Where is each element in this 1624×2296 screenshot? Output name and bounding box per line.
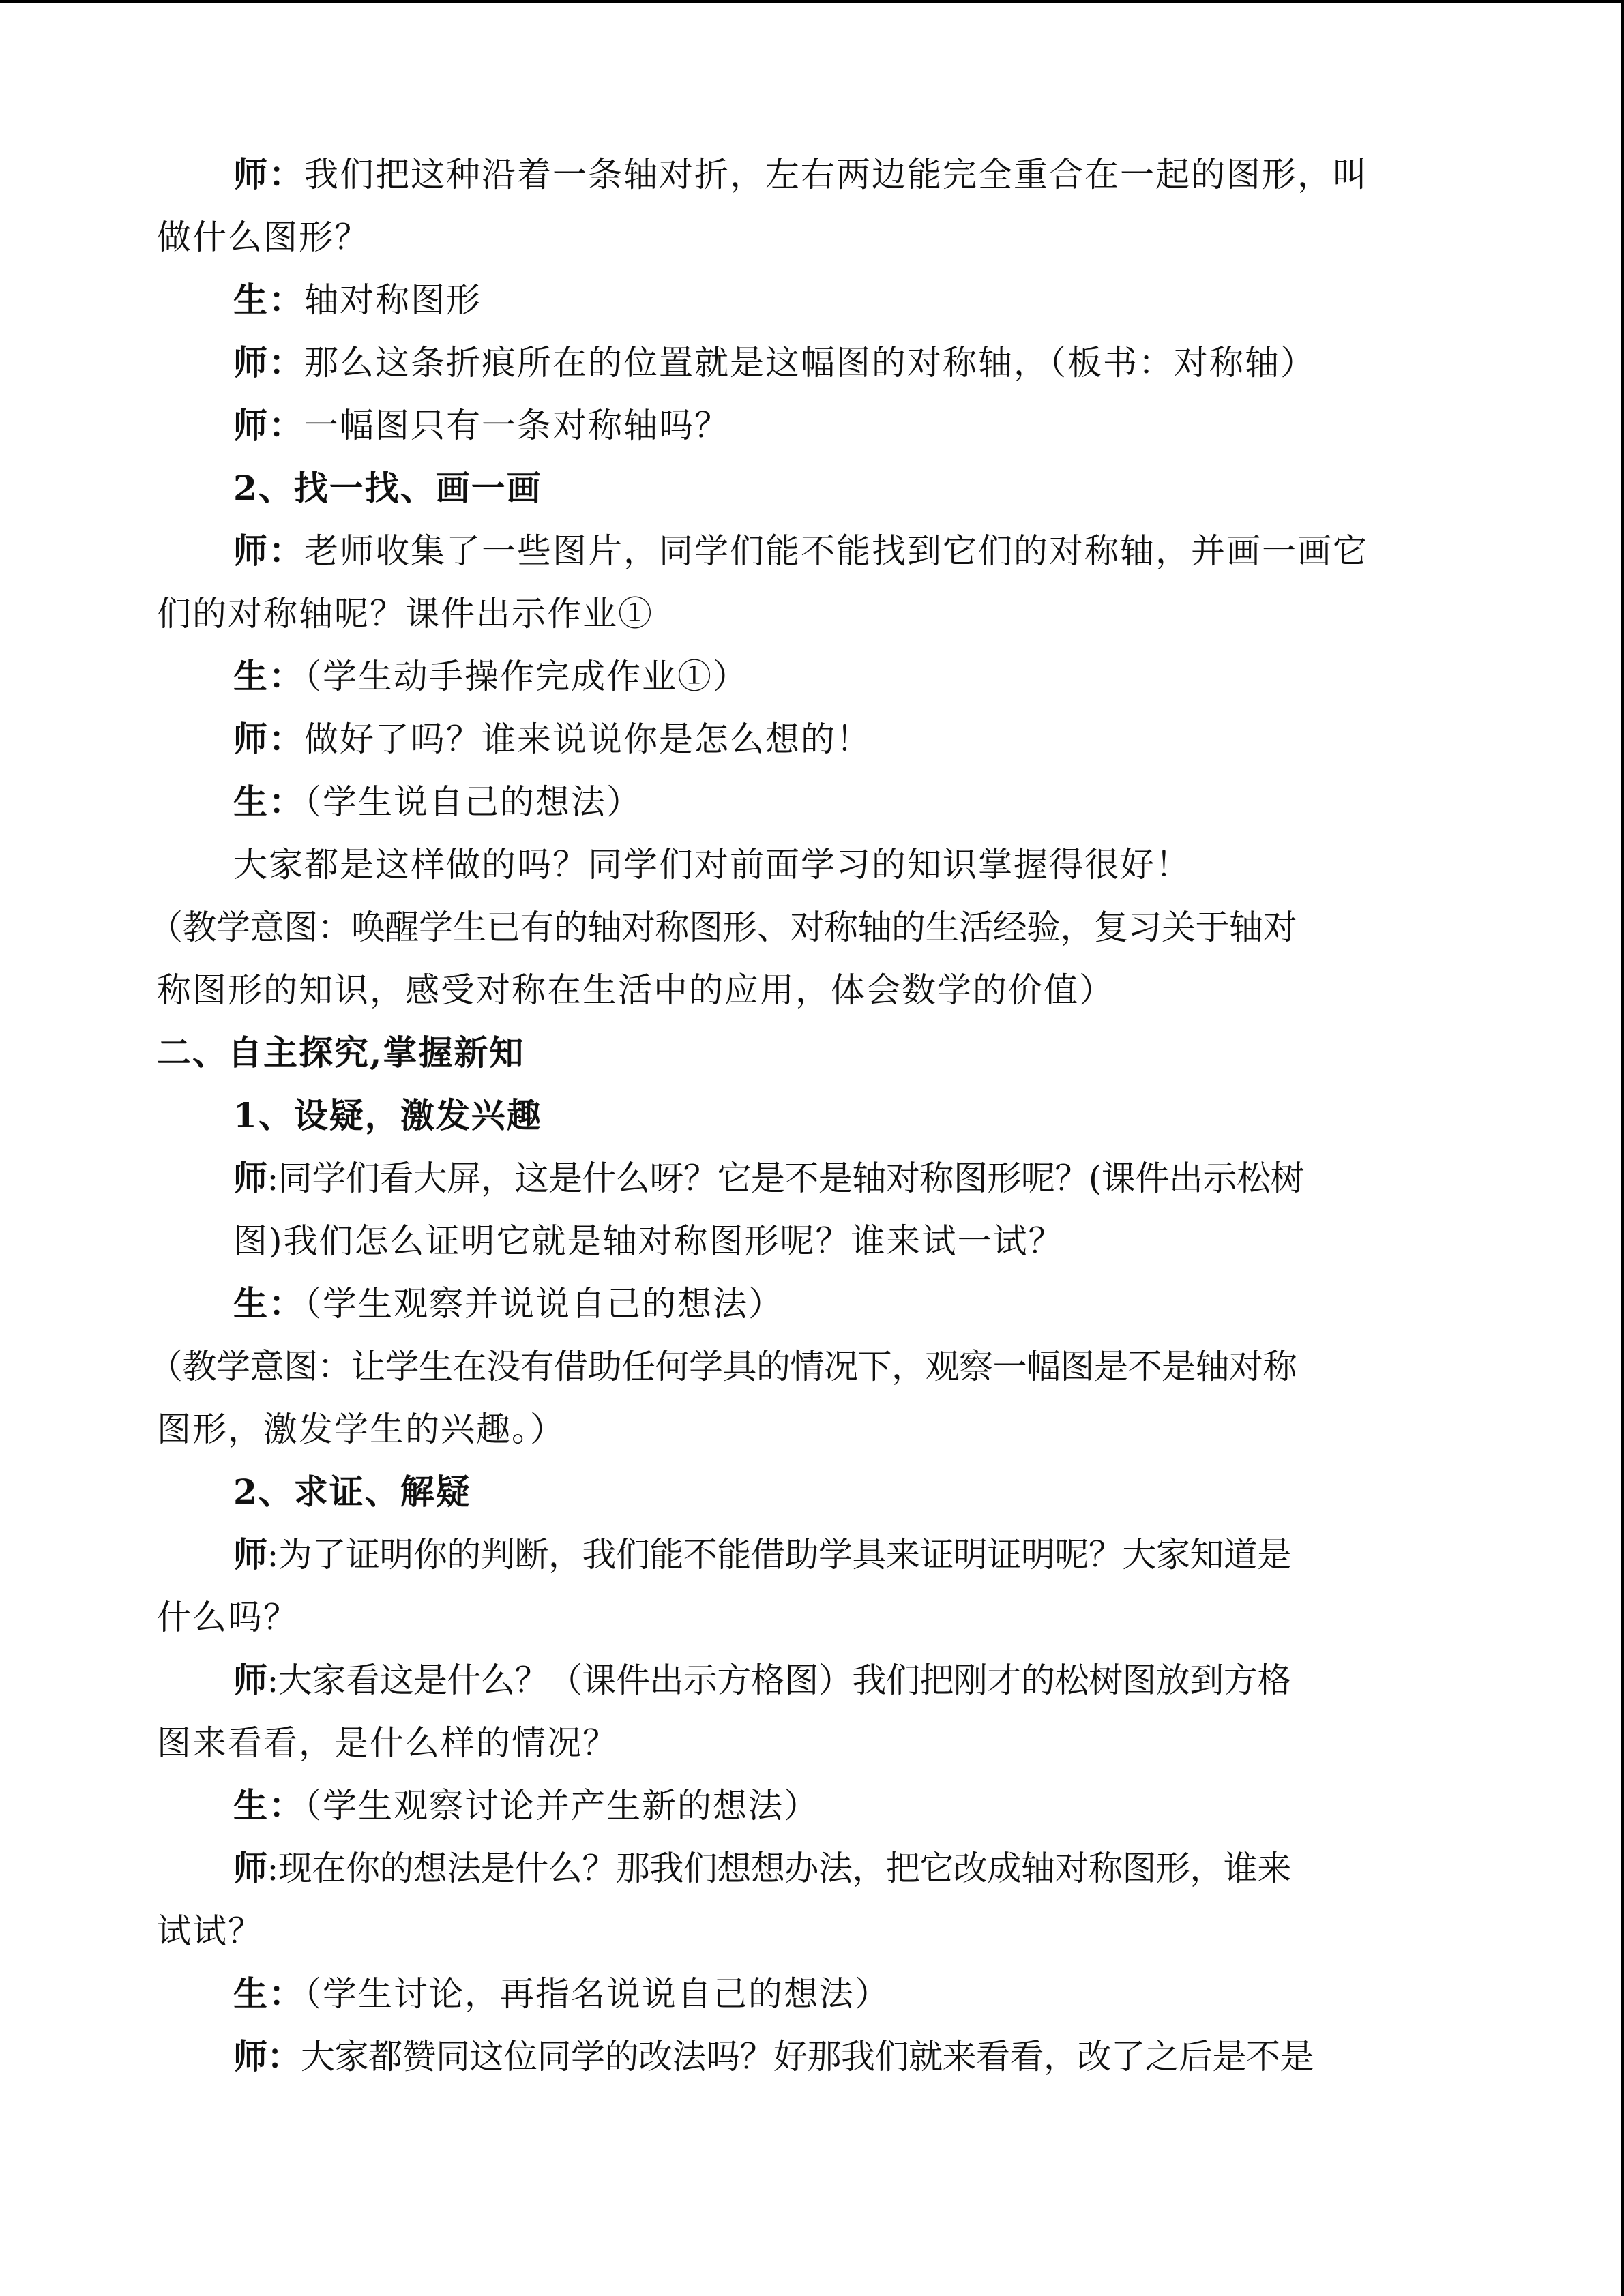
dialogue-line [157,143,1453,206]
dialogue-line [157,1774,1453,1837]
heading-text: 2、找一找、画一画 [233,468,542,508]
dialogue-line [157,1586,1453,1649]
dialogue-line [157,206,1453,269]
line-text: （学生说自己的想法） [304,782,642,822]
dialogue-line [157,708,1453,771]
dialogue-line [157,1712,1453,1774]
heading-text: 二、自主探究,掌握新知 [157,1032,525,1073]
teaching-intent-note [157,1398,1453,1461]
note-text: 称图形的知识，感受对称在生活中的应用，体会数学的价值） [157,970,1114,1010]
note-text: （教学意图：让学生在没有借助任何学具的情况下，观察一幅图是不是轴对称 [149,1347,1297,1386]
line-text: 那么这条折痕所在的位置就是这幅图的对称轴，（板书：对称轴） [304,343,1316,383]
speaker-label: 生： [233,1785,304,1825]
line-text: 老师收集了一些图片，同学们能不能找到它们的对称轴，并画一画它 [304,531,1368,571]
note-text: （教学意图：唤醒学生已有的轴对称图形、对称轴的生活经验，复习关于轴对 [149,908,1297,947]
speaker-label: 师： [233,342,304,383]
dialogue-line [157,1147,1453,1210]
dialogue-line [157,1963,1453,2025]
note-text: 图形，激发学生的兴趣。） [157,1410,565,1449]
speaker-label: 师： [233,2036,301,2076]
heading-text: 1、设疑，激发兴趣 [233,1095,542,1135]
dialogue-line [157,520,1453,582]
teaching-intent-note [149,1335,1453,1398]
line-text: （学生讨论，再指名说说自己的想法） [304,1974,890,2014]
subsection-heading [157,1084,1453,1147]
line-text: :为了证明你的判断，我们能不能借助学具来证明证明呢？大家知道是 [267,1535,1291,1575]
teaching-intent-note [149,896,1453,959]
line-text: （学生观察并说说自己的想法） [304,1284,784,1324]
line-text: 图来看看，是什么样的情况？ [157,1723,618,1763]
speaker-label: 师： [233,719,304,759]
dialogue-line [157,582,1453,645]
dialogue-line [157,269,1453,331]
document-body [149,143,1453,2088]
dialogue-line [157,1210,1453,1272]
line-text: 轴对称图形 [304,280,482,320]
subsection-heading [157,1461,1453,1523]
speaker-label: 生： [233,781,304,822]
line-text: 大家都赞同这位同学的改法吗？好那我们就来看看，改了之后是不是 [301,2037,1314,2076]
speaker-label: 师 [233,1660,267,1700]
line-text: :现在你的想法是什么？那我们想想办法，把它改成轴对称图形，谁来 [267,1849,1291,1888]
dialogue-line [157,1649,1453,1712]
dialogue-line [157,771,1453,833]
teaching-intent-note [157,959,1453,1022]
speaker-label: 师 [233,1534,267,1575]
line-text: （学生观察讨论并产生新的想法） [304,1786,819,1825]
line-text: 试试？ [157,1911,263,1951]
line-text: 大家都是这样做的吗？同学们对前面学习的知识掌握得很好！ [233,845,1191,884]
line-text: 们的对称轴呢？课件出示作业① [157,594,653,633]
line-text: 一幅图只有一条对称轴吗？ [304,406,730,445]
section-heading [157,457,1453,520]
paragraph-line [157,833,1453,896]
speaker-label: 生： [233,656,304,696]
speaker-label: 师： [233,405,304,445]
speaker-label: 生： [233,1973,304,2014]
dialogue-line [157,1900,1453,1963]
speaker-label: 生： [233,280,304,320]
dialogue-line [157,331,1453,394]
dialogue-line [157,1837,1453,1900]
line-text: 做好了吗？谁来说说你是怎么想的！ [304,719,872,759]
page-border-top [0,0,1624,3]
speaker-label: 师： [233,154,304,194]
line-text: :同学们看大屏，这是什么呀？它是不是轴对称图形呢？(课件出示松树 [267,1159,1304,1198]
dialogue-line [157,1272,1453,1335]
dialogue-line [157,2025,1453,2088]
dialogue-line [157,645,1453,708]
dialogue-line [157,394,1453,457]
page-border-right [1621,0,1624,2296]
line-text: 我们把这种沿着一条轴对折，左右两边能完全重合在一起的图形，叫 [304,155,1368,194]
speaker-label: 师： [233,531,304,571]
speaker-label: 生： [233,1283,304,1324]
speaker-label: 师 [233,1848,267,1888]
speaker-label: 师 [233,1158,267,1198]
line-text: 什么吗？ [157,1598,299,1637]
line-text: 做什么图形？ [157,218,370,257]
line-text: （学生动手操作完成作业①） [304,657,748,696]
dialogue-line [157,1523,1453,1586]
heading-text: 2、求证、解疑 [233,1472,471,1512]
line-text: 图)我们怎么证明它就是轴对称图形呢？谁来试一试？ [233,1221,1064,1261]
line-text: :大家看这是什么？（课件出示方格图）我们把刚才的松树图放到方格 [267,1660,1291,1700]
section-heading [157,1022,1453,1084]
